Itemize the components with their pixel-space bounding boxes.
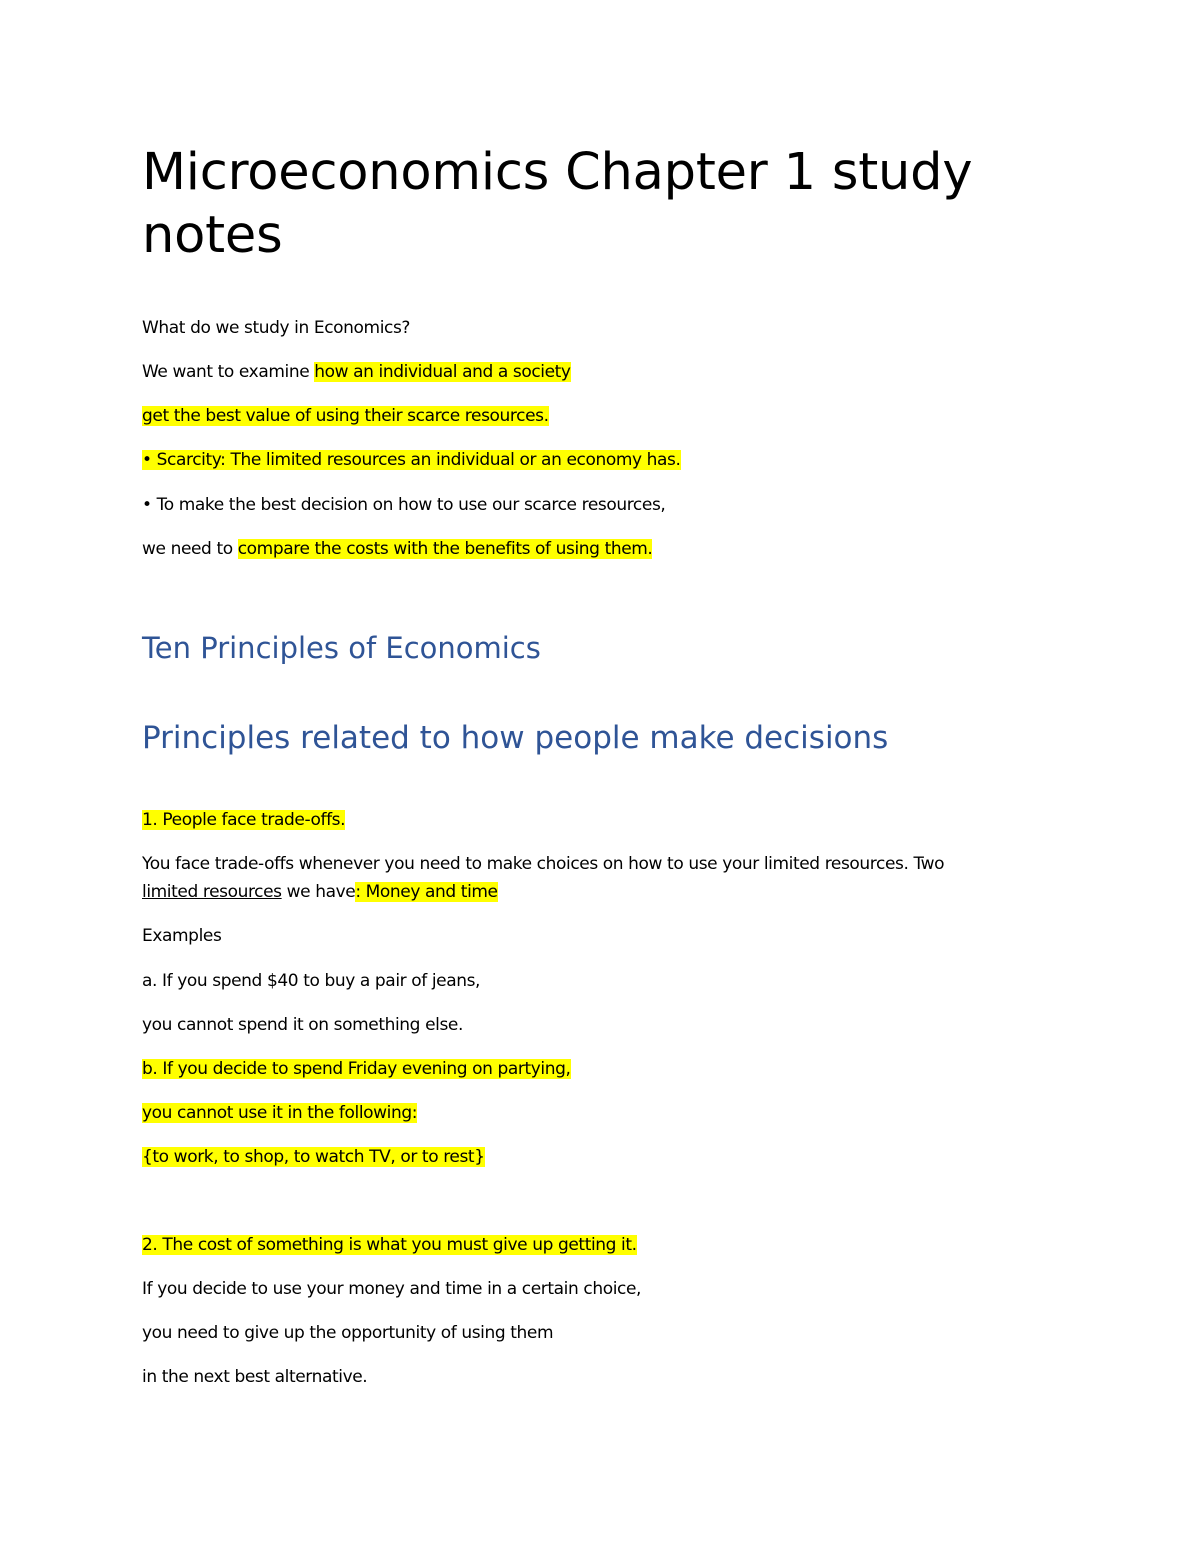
intro-best-value: [142, 405, 549, 427]
intro-scarcity-highlight: • Scarcity: The limited resources an individual or an economy has.: [142, 450, 681, 470]
intro-compare: [142, 538, 652, 560]
intro-question: What do we study in Economics?: [142, 318, 411, 338]
limited-resources-underlined: limited resources: [142, 882, 282, 902]
document-title-line-2: notes: [142, 206, 283, 265]
heading-ten-principles: Ten Principles of Economics: [142, 631, 541, 665]
example-b-line-2-highlight: you cannot use it in the following:: [142, 1103, 418, 1123]
intro-compare-highlight: compare the costs with the benefits of using them.: [237, 539, 653, 559]
principle-2-line-2: you need to give up the opportunity of using them: [142, 1323, 554, 1343]
intro-decision: • To make the best decision on how to use our scarce resources,: [142, 495, 666, 515]
intro-best-value-highlight: get the best value of using their scarce resources.: [142, 406, 549, 426]
principle-2-title: [142, 1234, 637, 1256]
document-title-line-1: Microeconomics Chapter 1 study: [142, 143, 973, 202]
intro-compare-text: we need to: [142, 539, 238, 559]
example-a-line-1: a. If you spend $40 to buy a pair of jeans,: [142, 971, 481, 991]
principle-1-desc-line-1: You face trade-offs whenever you need to make choices on how to use your limited resources. Two: [142, 854, 945, 874]
principle-1-desc-text: we have: [281, 882, 356, 902]
principle-1-title: [142, 809, 345, 831]
document-page: [142, 0, 1042, 1553]
examples-label: Examples: [142, 926, 222, 946]
example-b-line-2: [142, 1102, 417, 1124]
principle-1-desc-line-2: [142, 881, 498, 903]
intro-examine-highlight: how an individual and a society: [314, 362, 571, 382]
principle-2-line-1: If you decide to use your money and time in a certain choice,: [142, 1279, 642, 1299]
example-b-line-3-highlight: {to work, to shop, to watch TV, or to rest}: [142, 1147, 485, 1167]
money-and-time-highlight: : Money and time: [355, 882, 498, 902]
example-b-line-1-highlight: b. If you decide to spend Friday evening on partying,: [142, 1059, 571, 1079]
principle-2-title-highlight: 2. The cost of something is what you must give up getting it.: [142, 1235, 637, 1255]
example-b-line-3: [142, 1146, 485, 1168]
principle-2-line-3: in the next best alternative.: [142, 1367, 368, 1387]
intro-scarcity: [142, 449, 681, 471]
intro-examine-text: We want to examine: [142, 362, 315, 382]
intro-examine: [142, 361, 571, 383]
example-b-line-1: [142, 1058, 571, 1080]
example-a-line-2: you cannot spend it on something else.: [142, 1015, 463, 1035]
heading-decisions: Principles related to how people make decisions: [142, 720, 889, 756]
principle-1-title-highlight: 1. People face trade-offs.: [142, 810, 346, 830]
